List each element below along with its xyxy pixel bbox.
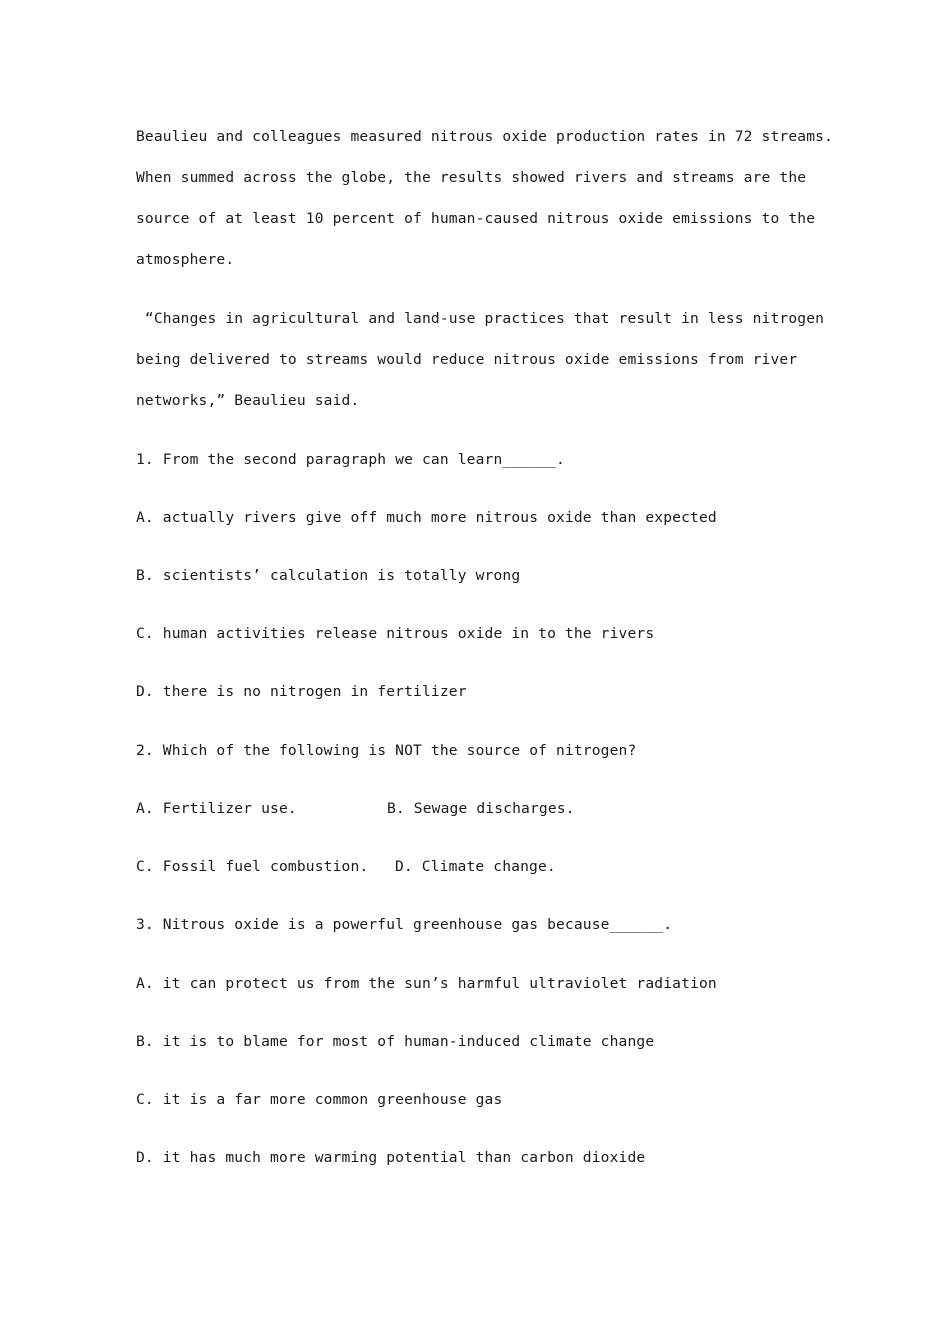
question-3-option-c: C. it is a far more common greenhouse gas [136,1091,503,1108]
question-1-option-a: A. actually rivers give off much more nitrous oxide than expected [136,509,717,526]
paragraph-1-line-2: When summed across the globe, the results showed rivers and streams are the [136,169,807,186]
paragraph-1-line-1: Beaulieu and colleagues measured nitrous oxide production rates in 72 streams. [136,128,834,145]
question-2-stem: 2. Which of the following is NOT the source of nitrogen? [136,742,637,759]
paragraph-2-line-2: being delivered to streams would reduce nitrous oxide emissions from river [136,351,798,368]
paragraph-2-line-1: “Changes in agricultural and land-use practices that result in less nitrogen [136,310,825,327]
question-3-option-b: B. it is to blame for most of human-induced climate change [136,1033,655,1050]
question-1-option-c: C. human activities release nitrous oxide in to the rivers [136,625,655,642]
question-3-option-a: A. it can protect us from the sun’s harmful ultraviolet radiation [136,975,717,992]
question-2-option-d: D. Climate change. [395,858,556,875]
question-2-option-c: C. Fossil fuel combustion. [136,858,369,875]
question-2-option-a: A. Fertilizer use. [136,800,297,817]
question-1-stem: 1. From the second paragraph we can learn______. [136,451,565,468]
paragraph-2-line-3: networks,” Beaulieu said. [136,392,360,409]
question-3-stem: 3. Nitrous oxide is a powerful greenhouse gas because______. [136,916,673,933]
question-2-option-b: B. Sewage discharges. [387,800,575,817]
question-3-option-d: D. it has much more warming potential than carbon dioxide [136,1149,646,1166]
question-1-option-d: D. there is no nitrogen in fertilizer [136,683,467,700]
paragraph-1-line-4: atmosphere. [136,251,235,268]
paragraph-1-line-3: source of at least 10 percent of human-caused nitrous oxide emissions to the [136,210,816,227]
question-1-option-b: B. scientists’ calculation is totally wrong [136,567,521,584]
